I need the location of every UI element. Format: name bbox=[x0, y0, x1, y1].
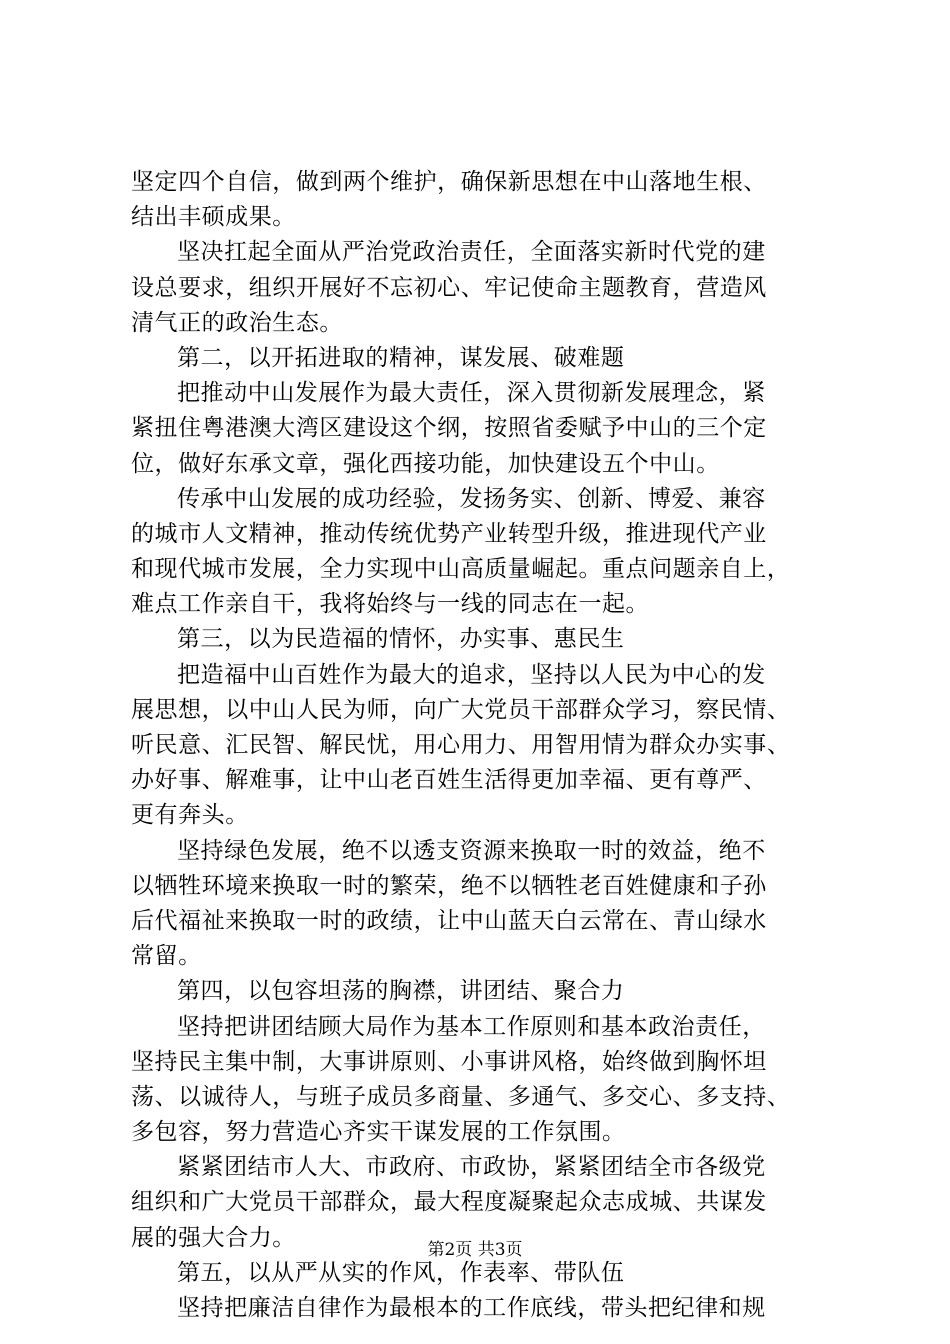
text-line: 第五，以从严从实的作风，作表率、带队伍 bbox=[177, 1259, 625, 1286]
document-body bbox=[131, 165, 839, 1326]
text-line: 组织和广大党员干部群众，最大程度凝聚起众志成城、共谋发 bbox=[131, 1189, 767, 1216]
text-line: 紧扭住粤港澳大湾区建设这个纲，按照省委赋予中山的三个定 bbox=[131, 415, 767, 442]
text-line: 荡、以诚待人，与班子成员多商量、多通气、多交心、多支持、 bbox=[131, 1083, 791, 1110]
text-line: 结出丰硕成果。 bbox=[131, 204, 296, 231]
text-line: 坚持民主集中制，大事讲原则、小事讲风格，始终做到胸怀坦 bbox=[131, 1048, 767, 1075]
text-line: 设总要求，组织开展好不忘初心、牢记使命主题教育，营造风 bbox=[131, 274, 767, 301]
text-line: 把推动中山发展作为最大责任，深入贯彻新发展理念，紧 bbox=[177, 380, 766, 407]
text-line: 紧紧团结市人大、市政府、市政协，紧紧团结全市各级党 bbox=[177, 1154, 766, 1181]
text-line: 第三，以为民造福的情怀，办实事、惠民生 bbox=[177, 626, 625, 653]
text-line: 的城市人文精神，推动传统优势产业转型升级，推进现代产业 bbox=[131, 520, 767, 547]
text-line: 以牺牲环境来换取一时的繁荣，绝不以牺牲老百姓健康和子孙 bbox=[131, 872, 767, 899]
text-line: 位，做好东承文章，强化西接功能，加快建设五个中山。 bbox=[131, 450, 720, 477]
text-line: 坚持把廉洁自律作为最根本的工作底线，带头把纪律和规 bbox=[177, 1295, 766, 1321]
text-line: 坚持绿色发展，绝不以透支资源来换取一时的效益，绝不 bbox=[177, 837, 766, 864]
text-line: 传承中山发展的成功经验，发扬务实、创新、博爱、兼容 bbox=[177, 485, 766, 512]
text-line: 办好事、解难事，让中山老百姓生活得更加幸福、更有尊严、 bbox=[131, 767, 767, 794]
text-line: 第二，以开拓进取的精神，谋发展、破难题 bbox=[177, 344, 625, 371]
text-line: 坚决扛起全面从严治党政治责任，全面落实新时代党的建 bbox=[177, 239, 766, 266]
text-line: 第四，以包容坦荡的胸襟，讲团结、聚合力 bbox=[177, 978, 625, 1005]
text-line: 展的强大合力。 bbox=[131, 1224, 296, 1251]
text-line: 后代福祉来换取一时的政绩，让中山蓝天白云常在、青山绿水 bbox=[131, 907, 767, 934]
text-line: 听民意、汇民智、解民忧，用心用力、用智用情为群众办实事、 bbox=[131, 732, 791, 758]
text-line: 和现代城市发展，全力实现中山高质量崛起。重点问题亲自上， bbox=[131, 556, 791, 583]
text-line: 更有奔头。 bbox=[131, 802, 249, 829]
text-line: 常留。 bbox=[131, 943, 202, 970]
text-line: 多包容，努力营造心齐实干谋发展的工作氛围。 bbox=[131, 1119, 626, 1146]
text-line: 把造福中山百姓作为最大的追求，坚持以人民为中心的发 bbox=[177, 661, 766, 688]
text-line: 展思想，以中山人民为师，向广大党员干部群众学习，察民情、 bbox=[131, 696, 791, 723]
text-line: 清气正的政治生态。 bbox=[131, 309, 343, 336]
page-footer: 第2页 共3页 bbox=[427, 1240, 523, 1260]
text-line: 坚持把讲团结顾大局作为基本工作原则和基本政治责任， bbox=[177, 1013, 766, 1040]
text-line: 坚定四个自信，做到两个维护，确保新思想在中山落地生根、 bbox=[131, 169, 767, 195]
text-line: 难点工作亲自干，我将始终与一线的同志在一起。 bbox=[131, 591, 650, 618]
